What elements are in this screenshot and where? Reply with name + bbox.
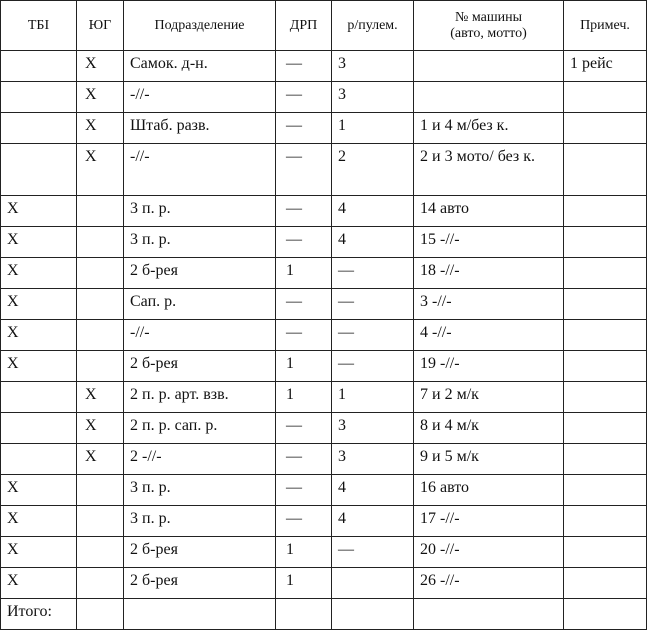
cell-tbi: Х	[1, 227, 77, 258]
cell-drp: 1	[276, 568, 332, 599]
cell-vehicle: 1 и 4 м/без к.	[414, 113, 564, 144]
header-note: Примеч.	[564, 1, 647, 51]
cell-rmg: —	[332, 258, 414, 289]
cell-ug	[77, 475, 124, 506]
cell-note	[564, 475, 647, 506]
cell-unit: 3 п. р.	[124, 196, 276, 227]
table-row	[1, 258, 647, 289]
table-row	[1, 144, 647, 196]
cell-vehicle: 3 -//-	[414, 289, 564, 320]
header-vehicle	[414, 1, 564, 51]
table-body	[1, 51, 647, 630]
cell-unit: 2 -//-	[124, 444, 276, 475]
header-vehicle-line1: № машины	[454, 9, 522, 25]
cell-drp: —	[276, 227, 332, 258]
table-row	[1, 351, 647, 382]
cell-rmg: 1	[332, 113, 414, 144]
cell-rmg: —	[332, 289, 414, 320]
cell-tbi: Х	[1, 320, 77, 351]
table-row	[1, 289, 647, 320]
table-row	[1, 51, 647, 82]
cell-tbi: Х	[1, 258, 77, 289]
cell-rmg: —	[332, 351, 414, 382]
cell-ug: Х	[77, 113, 124, 144]
cell-ug: Х	[77, 82, 124, 113]
cell-drp: —	[276, 51, 332, 82]
cell-rmg: 4	[332, 196, 414, 227]
cell-drp: 1	[276, 351, 332, 382]
table-row	[1, 475, 647, 506]
cell-note	[564, 258, 647, 289]
header-ug: ЮГ	[77, 1, 124, 51]
cell-tbi: Х	[1, 475, 77, 506]
cell-rmg: 4	[332, 227, 414, 258]
cell-rmg	[332, 568, 414, 599]
cell-vehicle: 26 -//-	[414, 568, 564, 599]
cell-rmg: 3	[332, 51, 414, 82]
cell-ug: Х	[77, 382, 124, 413]
cell-vehicle: 4 -//-	[414, 320, 564, 351]
cell-tbi: Х	[1, 351, 77, 382]
cell-unit: -//-	[124, 144, 276, 196]
cell-note	[564, 113, 647, 144]
cell-ug	[77, 196, 124, 227]
cell-unit: 2 п. р. арт. взв.	[124, 382, 276, 413]
cell-tbi	[1, 413, 77, 444]
cell-drp: —	[276, 506, 332, 537]
cell-tbi	[1, 82, 77, 113]
cell-vehicle: 9 и 5 м/к	[414, 444, 564, 475]
cell-tbi: Х	[1, 568, 77, 599]
cell-note	[564, 82, 647, 113]
total-cell-note	[564, 599, 647, 630]
cell-unit: 3 п. р.	[124, 475, 276, 506]
cell-drp: —	[276, 196, 332, 227]
cell-note	[564, 227, 647, 258]
total-row	[1, 599, 647, 630]
cell-tbi: Х	[1, 289, 77, 320]
cell-drp: 1	[276, 382, 332, 413]
cell-tbi: Х	[1, 506, 77, 537]
cell-note	[564, 568, 647, 599]
cell-ug	[77, 289, 124, 320]
total-cell-vehicle	[414, 599, 564, 630]
cell-drp: —	[276, 444, 332, 475]
cell-tbi: Х	[1, 537, 77, 568]
cell-ug	[77, 258, 124, 289]
cell-vehicle: 15 -//-	[414, 227, 564, 258]
total-cell-drp	[276, 599, 332, 630]
cell-rmg: 2	[332, 144, 414, 196]
cell-unit: Штаб. разв.	[124, 113, 276, 144]
cell-drp: —	[276, 113, 332, 144]
total-cell-ug	[77, 599, 124, 630]
cell-ug	[77, 320, 124, 351]
table-row	[1, 506, 647, 537]
cell-ug: Х	[77, 144, 124, 196]
header-vehicle-line2: (авто, мотто)	[450, 25, 527, 41]
cell-rmg: 4	[332, 506, 414, 537]
cell-unit: Самок. д-н.	[124, 51, 276, 82]
cell-tbi: Х	[1, 196, 77, 227]
cell-unit: 2 п. р. сап. р.	[124, 413, 276, 444]
cell-unit: -//-	[124, 320, 276, 351]
cell-rmg: 1	[332, 382, 414, 413]
cell-drp: 1	[276, 537, 332, 568]
cell-ug: Х	[77, 413, 124, 444]
cell-ug: Х	[77, 51, 124, 82]
cell-vehicle	[414, 82, 564, 113]
table-row	[1, 382, 647, 413]
cell-tbi	[1, 444, 77, 475]
cell-note	[564, 506, 647, 537]
header-row	[1, 1, 647, 51]
cell-rmg: —	[332, 320, 414, 351]
cell-tbi	[1, 144, 77, 196]
cell-unit: -//-	[124, 82, 276, 113]
total-cell-rmg	[332, 599, 414, 630]
cell-ug	[77, 506, 124, 537]
header-rmg: р/пулем.	[332, 1, 414, 51]
cell-note	[564, 196, 647, 227]
cell-drp: —	[276, 144, 332, 196]
cell-vehicle: 16 авто	[414, 475, 564, 506]
cell-ug	[77, 351, 124, 382]
cell-unit: 2 б-рея	[124, 351, 276, 382]
table-row	[1, 568, 647, 599]
table-row	[1, 82, 647, 113]
table-row	[1, 320, 647, 351]
cell-drp: —	[276, 289, 332, 320]
cell-note	[564, 289, 647, 320]
cell-note	[564, 537, 647, 568]
cell-vehicle: 19 -//-	[414, 351, 564, 382]
cell-tbi	[1, 382, 77, 413]
cell-ug	[77, 537, 124, 568]
cell-note	[564, 413, 647, 444]
header-unit: Подразделение	[124, 1, 276, 51]
cell-note	[564, 351, 647, 382]
cell-vehicle: 14 авто	[414, 196, 564, 227]
table-row	[1, 227, 647, 258]
cell-unit: 2 б-рея	[124, 537, 276, 568]
cell-vehicle: 18 -//-	[414, 258, 564, 289]
cell-note	[564, 144, 647, 196]
cell-rmg: 3	[332, 82, 414, 113]
cell-note: 1 рейс	[564, 51, 647, 82]
cell-vehicle: 7 и 2 м/к	[414, 382, 564, 413]
cell-unit: 2 б-рея	[124, 258, 276, 289]
table-row	[1, 537, 647, 568]
cell-unit: Сап. р.	[124, 289, 276, 320]
cell-rmg: 4	[332, 475, 414, 506]
cell-unit: 3 п. р.	[124, 227, 276, 258]
cell-drp: —	[276, 320, 332, 351]
cell-unit: 2 б-рея	[124, 568, 276, 599]
cell-unit: 3 п. р.	[124, 506, 276, 537]
cell-vehicle: 2 и 3 мото/ без к.	[414, 144, 564, 196]
cell-tbi	[1, 113, 77, 144]
cell-rmg: —	[332, 537, 414, 568]
total-label: Итого:	[1, 599, 77, 630]
cell-note	[564, 444, 647, 475]
cell-note	[564, 320, 647, 351]
cell-rmg: 3	[332, 444, 414, 475]
cell-vehicle: 8 и 4 м/к	[414, 413, 564, 444]
cell-drp: 1	[276, 258, 332, 289]
cell-drp: —	[276, 413, 332, 444]
cell-drp: —	[276, 475, 332, 506]
cell-rmg: 3	[332, 413, 414, 444]
cell-vehicle	[414, 51, 564, 82]
table-row	[1, 113, 647, 144]
cell-drp: —	[276, 82, 332, 113]
cell-vehicle: 20 -//-	[414, 537, 564, 568]
table-row	[1, 413, 647, 444]
cell-note	[564, 382, 647, 413]
header-tbi: ТБІ	[1, 1, 77, 51]
cell-tbi	[1, 51, 77, 82]
table-row	[1, 444, 647, 475]
cell-ug	[77, 227, 124, 258]
cell-ug	[77, 568, 124, 599]
cell-ug: Х	[77, 444, 124, 475]
total-cell-unit	[124, 599, 276, 630]
header-drp: ДРП	[276, 1, 332, 51]
table-row	[1, 196, 647, 227]
cell-vehicle: 17 -//-	[414, 506, 564, 537]
